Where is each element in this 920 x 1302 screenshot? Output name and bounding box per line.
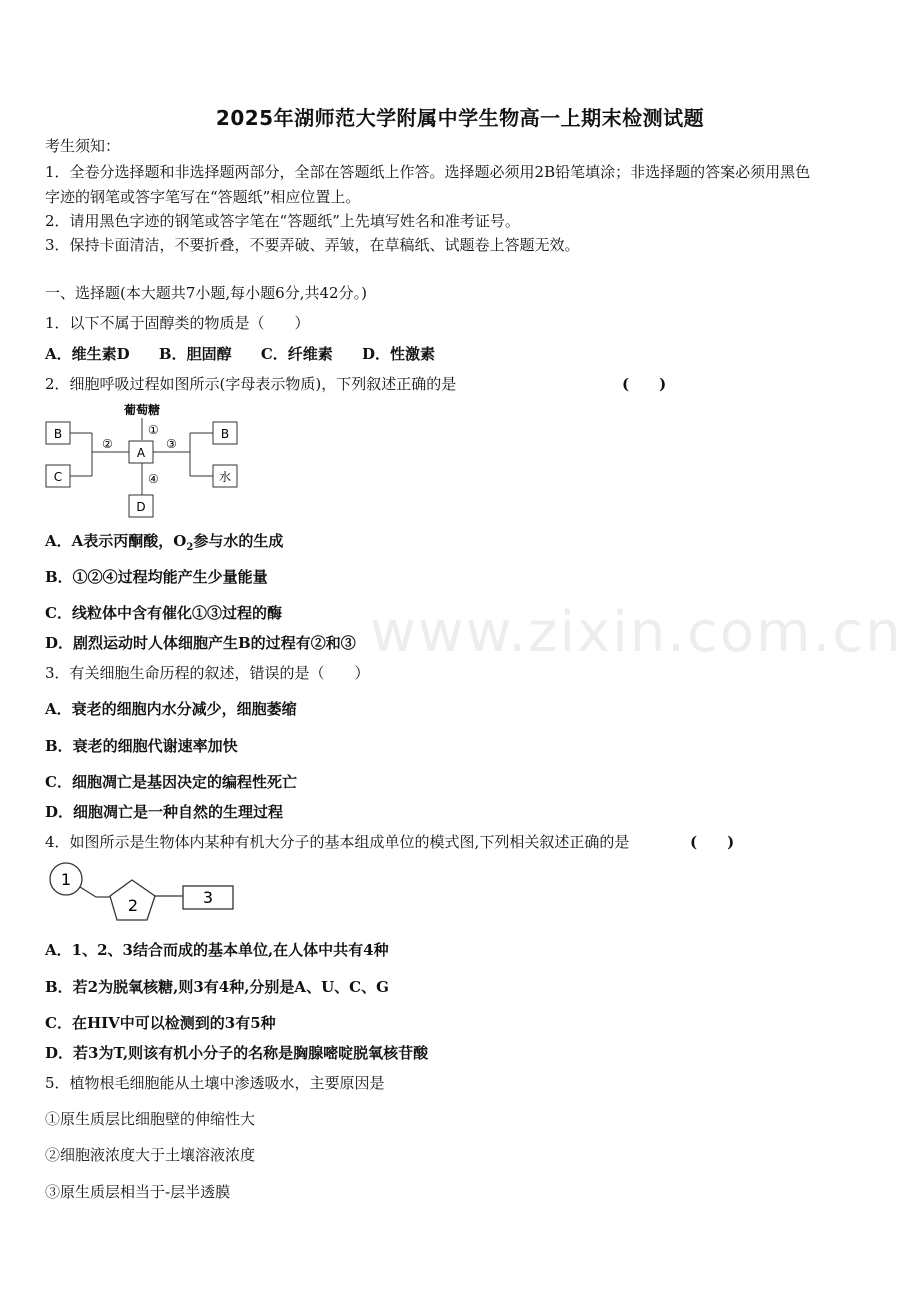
diagram-node-d-label: D [136,500,146,514]
nucleotide-diagram [44,858,240,926]
notice-item-3: 3．保持卡面清洁，不要折叠，不要弄破、弄皱，在草稿纸、试题卷上答题无效。 [45,236,580,254]
page-title: 2025年湖师范大学附属中学生物高一上期末检测试题 [215,106,705,130]
q3-option-b: B．衰老的细胞代谢速率加快 [45,737,238,755]
q3-option-a: A．衰老的细胞内水分减少，细胞萎缩 [45,700,297,718]
q2-paren: ( ) [622,375,667,393]
q5-stem: 5．植物根毛细胞能从土壤中渗透吸水，主要原因是 [45,1074,385,1092]
notice-item-2: 2．请用黑色字迹的钢笔或答字笔在“答题纸”上先填写姓名和准考证号。 [45,212,520,230]
q5-item-2: ②细胞液浓度大于土壤溶液浓度 [45,1146,256,1164]
q3-option-d: D．细胞凋亡是一种自然的生理过程 [45,803,284,821]
diagram-node-b-right-label: B [220,427,230,441]
diagram-step2-label: ② [102,437,113,451]
q1-options [45,345,435,363]
notice-item-1-cont: 字迹的钢笔或答字笔写在“答题纸”相应位置上。 [45,188,361,206]
q3-stem: 3．有关细胞生命历程的叙述，错误的是（ ） [45,664,370,682]
diagram-step3-label: ③ [166,437,177,451]
q1-option-d: D．性激素 [362,345,436,363]
diagram-rect-label: 3 [202,888,214,907]
diagram-step1-label: ① [148,423,159,437]
diagram-node-a-label: A [136,446,146,460]
q1-option-b: B．胆固醇 [158,345,232,363]
diagram-node-c-label: C [53,470,63,484]
q1-option-c: C．纤维素 [260,345,333,363]
diagram-circle-label: 1 [60,870,72,889]
q2-stem: 2．细胞呼吸过程如图所示(字母表示物质)，下列叙述正确的是 [45,375,457,393]
q1-stem: 1．以下不属于固醇类的物质是（ ） [45,314,310,332]
q3-option-c: C．细胞凋亡是基因决定的编程性死亡 [45,773,297,791]
diagram-pentagon-label: 2 [127,896,139,915]
q4-stem: 4．如图所示是生物体内某种有机大分子的基本组成单位的模式图,下列相关叙述正确的是 [45,833,630,851]
q4-option-a: A．1、2、3结合而成的基本单位,在人体中共有4种 [45,941,389,959]
q2-option-a: A．A表示丙酮酸，$O_2$参与水的生成 [45,532,284,553]
diagram-node-b-left-label: B [53,427,63,441]
q2-option-b: B．①②④过程均能产生少量能量 [45,568,268,586]
q5-item-1: ①原生质层比细胞壁的伸缩性大 [45,1110,256,1128]
q4-option-c: C．在HIV中可以检测到的3有5种 [45,1014,276,1032]
notice-header: 考生须知： [45,137,121,155]
q1-option-a: A．维生素D [45,345,130,363]
respiration-diagram [40,400,250,522]
q5-item-3: ③原生质层相当于-层半透膜 [45,1183,231,1201]
diagram-node-water-label: 水 [218,470,232,484]
q4-option-b: B．若2为脱氧核糖,则3有4种,分别是A、U、C、G [45,978,389,996]
q4-option-d: D．若3为T,则该有机小分子的名称是胸腺嘧啶脱氧核苷酸 [45,1044,429,1062]
q4-paren: ( ) [690,833,735,851]
q2-option-d: D．剧烈运动时人体细胞产生B的过程有②和③ [45,634,356,652]
watermark: www.zixin.com.cn [370,600,903,665]
q2-option-c: C．线粒体中含有催化①③过程的酶 [45,604,282,622]
notice-item-1: 1．全卷分选择题和非选择题两部分，全部在答题纸上作答。选择题必须用2B铅笔填涂；非选择题的答案必须用黑色 [45,163,811,181]
section-heading: 一、选择题(本大题共7小题,每小题6分,共42分。) [45,284,367,302]
diagram-step4-label: ④ [148,472,159,486]
diagram-glucose-label: 葡萄糖 [123,403,161,417]
